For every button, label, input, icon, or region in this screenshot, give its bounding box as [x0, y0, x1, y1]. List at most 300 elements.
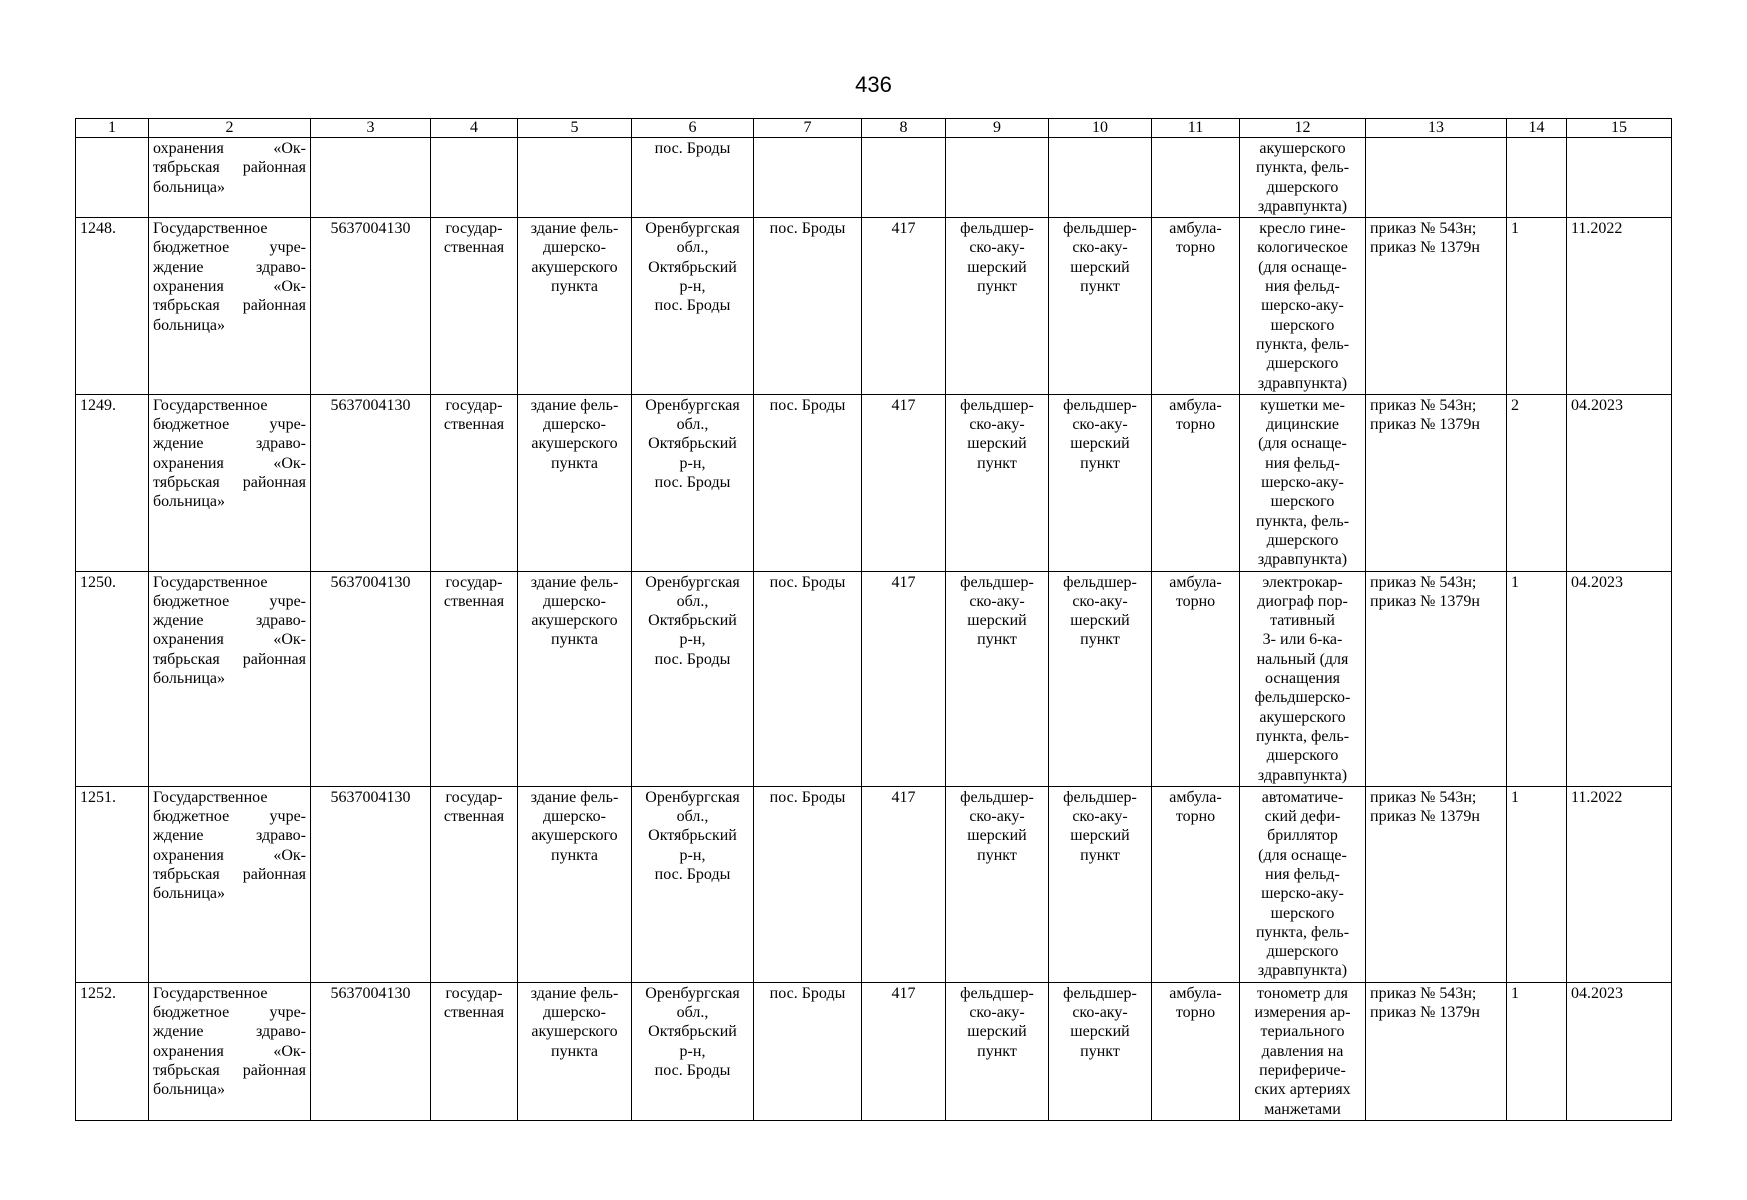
cell-line: (для оснаще-: [1258, 258, 1347, 276]
column-number: 4: [431, 119, 518, 138]
cell-line: фельдшер-: [1063, 396, 1137, 414]
inn-cell: 5637004130: [311, 982, 431, 1120]
cell-line: ско-аку-: [969, 416, 1025, 434]
cell-line: обл.,: [676, 416, 709, 434]
address-cell: [632, 786, 754, 982]
cell-line: обл.,: [676, 808, 709, 826]
cell-line: пункта, фель-: [1255, 159, 1350, 177]
ownership-cell: [431, 982, 518, 1120]
column-number: 12: [1240, 119, 1366, 138]
cell-line: ско-аку-: [969, 1004, 1025, 1022]
cell-line: электрокар-: [1262, 573, 1343, 591]
cell-line: пос. Броды: [654, 474, 731, 492]
cell-line: пункта, фель-: [1255, 512, 1350, 530]
cell-line: пункт: [1080, 846, 1120, 864]
row-number: 1251.: [76, 786, 149, 982]
address-cell: [632, 982, 754, 1120]
cell-line: шерский: [1070, 258, 1130, 276]
cell-line: ско-аку-: [1072, 416, 1128, 434]
cell-line: больница»: [153, 178, 225, 196]
cell-line: здание фель-: [530, 788, 619, 806]
table-row: [76, 218, 1672, 395]
cell-line: приказ № 543н;: [1370, 984, 1477, 1002]
register-body: [76, 138, 1672, 1121]
facility-type-cell: [946, 394, 1049, 571]
cell-line: шерско-аку-: [1261, 885, 1344, 903]
cell-line: дшерско-: [543, 1004, 606, 1022]
cell-line: обл.,: [676, 592, 709, 610]
cell-line: больница»: [153, 316, 225, 334]
column-number: 8: [862, 119, 946, 138]
cell-line: пункт: [1080, 631, 1120, 649]
cell-line: Октябрьский: [648, 827, 737, 845]
cell-line: пос. Броды: [654, 1061, 731, 1079]
cell-line: Октябрьский: [648, 612, 737, 630]
cell-line: Октябрьский: [648, 435, 737, 453]
facility-type-cell: [946, 982, 1049, 1120]
cell-line: ско-аку-: [969, 808, 1025, 826]
cell-line: фельдшер-: [960, 220, 1034, 238]
cell-line: амбула-: [1169, 396, 1222, 414]
row-number: 1248.: [76, 218, 149, 395]
cell-line: приказ № 543н;: [1370, 396, 1477, 414]
column-number: 1: [76, 119, 149, 138]
cell-line: ждение здраво-: [153, 827, 306, 845]
cell-line: тябрьская районная: [153, 159, 306, 177]
cell-line: ждение здраво-: [153, 435, 306, 453]
column-number: 13: [1366, 119, 1507, 138]
cell-line: приказ № 1379н: [1370, 239, 1480, 257]
cell-line: Октябрьский: [648, 1023, 737, 1041]
cell-line: приказ № 543н;: [1370, 788, 1477, 806]
cell-line: бюджетное учре-: [153, 808, 306, 826]
cell-line: фельдшер-: [1063, 788, 1137, 806]
address-cell: пос. Броды: [632, 138, 754, 218]
cell-line: здание фель-: [530, 984, 619, 1002]
column-number: 2: [149, 119, 311, 138]
cell-line: кологическое: [1257, 239, 1348, 257]
cell-line: пункта, фель-: [1255, 923, 1350, 941]
cell-line: шерский: [967, 258, 1027, 276]
cell-line: пункта: [551, 631, 598, 649]
cell-line: шерско-аку-: [1261, 297, 1344, 315]
cell-line: амбула-: [1169, 984, 1222, 1002]
date-cell: 04.2023: [1567, 571, 1672, 786]
row-number: 1252.: [76, 982, 149, 1120]
building-cell: [518, 394, 632, 571]
cell-line: дшерского: [1266, 531, 1339, 549]
cell-line: тативный: [1270, 612, 1335, 630]
building-cell: [518, 138, 632, 218]
organization-cell: [149, 982, 311, 1120]
cell-line: р-н,: [679, 454, 706, 472]
date-cell: [1567, 138, 1672, 218]
table-row: [76, 394, 1672, 571]
cell-line: ско-аку-: [1072, 239, 1128, 257]
inn-cell: 5637004130: [311, 394, 431, 571]
column-number: 14: [1507, 119, 1567, 138]
cell-line: тябрьская районная: [153, 297, 306, 315]
care-form-cell: [1152, 571, 1240, 786]
column-number: 11: [1152, 119, 1240, 138]
date-cell: 11.2022: [1567, 218, 1672, 395]
cell-line: нальный (для: [1256, 650, 1349, 668]
building-cell: [518, 982, 632, 1120]
cell-line: териального: [1260, 1023, 1345, 1041]
cell-line: бриллятор: [1267, 827, 1338, 845]
cell-line: пункт: [1080, 454, 1120, 472]
cell-line: акушерского: [531, 827, 618, 845]
column-number: 9: [946, 119, 1049, 138]
code-cell: 417: [862, 394, 946, 571]
quantity-cell: 1: [1507, 571, 1567, 786]
cell-line: государ-: [445, 788, 503, 806]
cell-line: дшерского: [1266, 747, 1339, 765]
code-cell: 417: [862, 982, 946, 1120]
cell-line: ждение здраво-: [153, 1023, 306, 1041]
equipment-cell: [1240, 138, 1366, 218]
cell-line: амбула-: [1169, 788, 1222, 806]
cell-line: фельдшер-: [1063, 220, 1137, 238]
cell-line: здравпункта): [1257, 766, 1348, 784]
cell-line: измерения ар-: [1254, 1004, 1351, 1022]
cell-line: дшерского: [1266, 355, 1339, 373]
cell-line: охранения «Ок-: [153, 140, 306, 157]
date-cell: 04.2023: [1567, 394, 1672, 571]
column-number: 3: [311, 119, 431, 138]
cell-line: обл.,: [676, 239, 709, 257]
cell-line: фельдшер-: [960, 396, 1034, 414]
column-number: 10: [1049, 119, 1152, 138]
facility-type-cell: [946, 138, 1049, 218]
ownership-cell: [431, 786, 518, 982]
cell-line: дшерско-: [543, 808, 606, 826]
column-number: 6: [632, 119, 754, 138]
building-cell: [518, 218, 632, 395]
cell-line: торно: [1175, 592, 1216, 610]
cell-line: ственная: [443, 1004, 505, 1022]
equipment-cell: [1240, 218, 1366, 395]
cell-line: здание фель-: [530, 573, 619, 591]
cell-line: приказ № 543н;: [1370, 573, 1477, 591]
cell-line: приказ № 1379н: [1370, 592, 1480, 610]
cell-line: ния фельд-: [1265, 865, 1340, 883]
cell-line: Оренбургская: [645, 573, 740, 591]
cell-line: дшерско-: [543, 592, 606, 610]
cell-line: Оренбургская: [645, 220, 740, 238]
cell-line: шерского: [1270, 493, 1335, 511]
cell-line: приказ № 1379н: [1370, 808, 1480, 826]
settlement-cell: пос. Броды: [754, 571, 862, 786]
cell-line: Октябрьский: [648, 258, 737, 276]
cell-line: ждение здраво-: [153, 258, 306, 276]
date-cell: 11.2022: [1567, 786, 1672, 982]
page-number: 436: [855, 72, 892, 97]
cell-line: приказ № 1379н: [1370, 416, 1480, 434]
register-table: [75, 118, 1672, 1121]
cell-line: 3- или 6-ка-: [1262, 631, 1343, 649]
cell-line: пункта: [551, 1042, 598, 1060]
cell-line: здание фель-: [530, 396, 619, 414]
facility-type-cell: [946, 218, 1049, 395]
cell-line: торно: [1175, 808, 1216, 826]
cell-line: акушерского: [531, 612, 618, 630]
order-cell: [1366, 786, 1507, 982]
cell-line: ский дефи-: [1264, 808, 1341, 826]
cell-line: ско-аку-: [1072, 1004, 1128, 1022]
order-cell: [1366, 571, 1507, 786]
address-cell: [632, 571, 754, 786]
cell-line: ско-аку-: [969, 592, 1025, 610]
cell-line: государ-: [445, 984, 503, 1002]
organization-cell: [149, 394, 311, 571]
cell-line: р-н,: [679, 278, 706, 296]
cell-line: больница»: [153, 885, 225, 903]
cell-line: больница»: [153, 493, 225, 511]
cell-line: шерский: [967, 612, 1027, 630]
organization-cell: [149, 218, 311, 395]
organization-cell: [149, 571, 311, 786]
facility-subtype-cell: [1049, 218, 1152, 395]
cell-line: здравпункта): [1257, 374, 1348, 392]
cell-line: государ-: [445, 220, 503, 238]
equipment-cell: [1240, 786, 1366, 982]
cell-line: р-н,: [679, 846, 706, 864]
cell-line: оснащения: [1264, 670, 1341, 688]
care-form-cell: [1152, 394, 1240, 571]
cell-line: пункта, фель-: [1255, 335, 1350, 353]
cell-line: тябрьская районная: [153, 1061, 306, 1079]
cell-line: ственная: [443, 239, 505, 257]
facility-subtype-cell: [1049, 138, 1152, 218]
cell-line: Государственное: [153, 220, 268, 238]
equipment-cell: [1240, 394, 1366, 571]
cell-line: бюджетное учре-: [153, 416, 306, 434]
cell-line: ско-аку-: [1072, 808, 1128, 826]
cell-line: дшерского: [1266, 943, 1339, 961]
address-cell: [632, 218, 754, 395]
cell-line: шерский: [967, 435, 1027, 453]
care-form-cell: [1152, 218, 1240, 395]
cell-line: пункт: [977, 846, 1017, 864]
settlement-cell: пос. Броды: [754, 218, 862, 395]
facility-subtype-cell: [1049, 394, 1152, 571]
quantity-cell: 1: [1507, 218, 1567, 395]
cell-line: манжетами: [1264, 1100, 1341, 1118]
cell-line: автоматиче-: [1261, 788, 1344, 806]
cell-line: пос. Броды: [654, 650, 731, 668]
cell-line: охранения «Ок-: [153, 454, 306, 472]
cell-line: здравпункта): [1257, 551, 1348, 569]
cell-line: фельдшер-: [960, 573, 1034, 591]
cell-line: Оренбургская: [645, 984, 740, 1002]
facility-subtype-cell: [1049, 982, 1152, 1120]
cell-line: шерский: [1070, 827, 1130, 845]
table-row: [76, 571, 1672, 786]
quantity-cell: 1: [1507, 786, 1567, 982]
cell-line: приказ № 543н;: [1370, 220, 1477, 238]
cell-line: государ-: [445, 573, 503, 591]
cell-line: кресло гине-: [1259, 220, 1346, 238]
equipment-cell: [1240, 571, 1366, 786]
quantity-cell: 1: [1507, 982, 1567, 1120]
cell-line: периферичe-: [1259, 1061, 1346, 1079]
cell-line: приказ № 1379н: [1370, 1004, 1480, 1022]
order-cell: [1366, 394, 1507, 571]
cell-line: дшерского: [1266, 178, 1339, 196]
column-number: 15: [1567, 119, 1672, 138]
settlement-cell: пос. Броды: [754, 982, 862, 1120]
cell-line: ния фельд-: [1265, 454, 1340, 472]
cell-line: здравпункта): [1257, 962, 1348, 980]
cell-line: ственная: [443, 416, 505, 434]
cell-line: государ-: [445, 396, 503, 414]
cell-line: пункта: [551, 454, 598, 472]
care-form-cell: [1152, 786, 1240, 982]
cell-line: больница»: [153, 670, 225, 688]
cell-line: акушерского: [1259, 140, 1346, 157]
table-row-continuation: [76, 138, 1672, 218]
cell-line: акушерского: [531, 258, 618, 276]
cell-line: (для оснаще-: [1258, 435, 1347, 453]
settlement-cell: [754, 138, 862, 218]
cell-line: р-н,: [679, 1042, 706, 1060]
cell-line: р-н,: [679, 631, 706, 649]
cell-line: фельдшер-: [1063, 984, 1137, 1002]
cell-line: пункт: [977, 454, 1017, 472]
cell-line: бюджетное учре-: [153, 592, 306, 610]
order-cell: [1366, 982, 1507, 1120]
cell-line: торно: [1175, 1004, 1216, 1022]
cell-line: Оренбургская: [645, 396, 740, 414]
cell-line: фельдшер-: [960, 788, 1034, 806]
cell-line: обл.,: [676, 1004, 709, 1022]
inn-cell: [311, 138, 431, 218]
cell-line: больница»: [153, 1081, 225, 1099]
cell-line: Государственное: [153, 396, 268, 414]
cell-line: кушетки ме-: [1260, 396, 1345, 414]
settlement-cell: пос. Броды: [754, 394, 862, 571]
code-cell: [862, 138, 946, 218]
inn-cell: 5637004130: [311, 786, 431, 982]
cell-line: пос. Броды: [654, 297, 731, 315]
cell-line: бюджетное учре-: [153, 1004, 306, 1022]
cell-line: ждение здраво-: [153, 612, 306, 630]
date-cell: 04.2023: [1567, 982, 1672, 1120]
cell-line: охранения «Ок-: [153, 631, 306, 649]
code-cell: 417: [862, 571, 946, 786]
cell-line: пункт: [977, 631, 1017, 649]
cell-line: шерский: [1070, 612, 1130, 630]
building-cell: [518, 571, 632, 786]
inn-cell: 5637004130: [311, 218, 431, 395]
care-form-cell: [1152, 982, 1240, 1120]
order-cell: [1366, 218, 1507, 395]
cell-line: амбула-: [1169, 220, 1222, 238]
cell-line: ских артериях: [1254, 1081, 1351, 1099]
cell-line: Государственное: [153, 573, 268, 591]
cell-line: здравпункта): [1257, 197, 1348, 215]
cell-line: ственная: [443, 808, 505, 826]
cell-line: охранения «Ок-: [153, 846, 306, 864]
ownership-cell: [431, 218, 518, 395]
organization-cell: [149, 786, 311, 982]
cell-line: фельдшерско-: [1254, 689, 1351, 707]
cell-line: дшерско-: [543, 416, 606, 434]
cell-line: шерско-аку-: [1261, 474, 1344, 492]
ownership-cell: [431, 571, 518, 786]
cell-line: фельдшер-: [960, 984, 1034, 1002]
cell-line: Оренбургская: [645, 788, 740, 806]
cell-line: пункта, фель-: [1255, 727, 1350, 745]
cell-line: пункт: [977, 1042, 1017, 1060]
cell-line: здание фель-: [530, 220, 619, 238]
care-form-cell: [1152, 138, 1240, 218]
column-number: 5: [518, 119, 632, 138]
code-cell: 417: [862, 786, 946, 982]
facility-type-cell: [946, 786, 1049, 982]
inn-cell: 5637004130: [311, 571, 431, 786]
cell-line: шерского: [1270, 904, 1335, 922]
cell-line: давления на: [1261, 1042, 1344, 1060]
cell-line: диограф пор-: [1257, 592, 1348, 610]
ownership-cell: [431, 138, 518, 218]
cell-line: дшерско-: [543, 239, 606, 257]
cell-line: шерский: [1070, 1023, 1130, 1041]
cell-line: Государственное: [153, 984, 268, 1002]
column-number-row: [76, 119, 1672, 138]
cell-line: пункт: [1080, 1042, 1120, 1060]
column-number: 7: [754, 119, 862, 138]
cell-line: дицинские: [1266, 416, 1339, 434]
table-row: [76, 982, 1672, 1120]
facility-subtype-cell: [1049, 571, 1152, 786]
building-cell: [518, 786, 632, 982]
cell-line: пос. Броды: [654, 865, 731, 883]
cell-line: охранения «Ок-: [153, 1042, 306, 1060]
cell-line: торно: [1175, 239, 1216, 257]
cell-line: ния фельд-: [1265, 278, 1340, 296]
cell-line: тябрьская районная: [153, 474, 306, 492]
cell-line: тябрьская районная: [153, 650, 306, 668]
address-cell: [632, 394, 754, 571]
order-cell: [1366, 138, 1507, 218]
cell-line: шерский: [1070, 435, 1130, 453]
ownership-cell: [431, 394, 518, 571]
cell-line: пункта: [551, 278, 598, 296]
settlement-cell: пос. Броды: [754, 786, 862, 982]
cell-line: акушерского: [531, 435, 618, 453]
quantity-cell: [1507, 138, 1567, 218]
row-number: [76, 138, 149, 218]
organization-cell: [149, 138, 311, 218]
table-row: [76, 786, 1672, 982]
quantity-cell: 2: [1507, 394, 1567, 571]
cell-line: бюджетное учре-: [153, 239, 306, 257]
cell-line: ско-аку-: [969, 239, 1025, 257]
row-number: 1249.: [76, 394, 149, 571]
row-number: 1250.: [76, 571, 149, 786]
cell-line: тябрьская районная: [153, 865, 306, 883]
cell-line: шерского: [1270, 316, 1335, 334]
cell-line: охранения «Ок-: [153, 278, 306, 296]
cell-line: ственная: [443, 592, 505, 610]
facility-type-cell: [946, 571, 1049, 786]
facility-subtype-cell: [1049, 786, 1152, 982]
cell-line: акушерского: [1259, 708, 1346, 726]
cell-line: Государственное: [153, 788, 268, 806]
cell-line: шерский: [967, 1023, 1027, 1041]
